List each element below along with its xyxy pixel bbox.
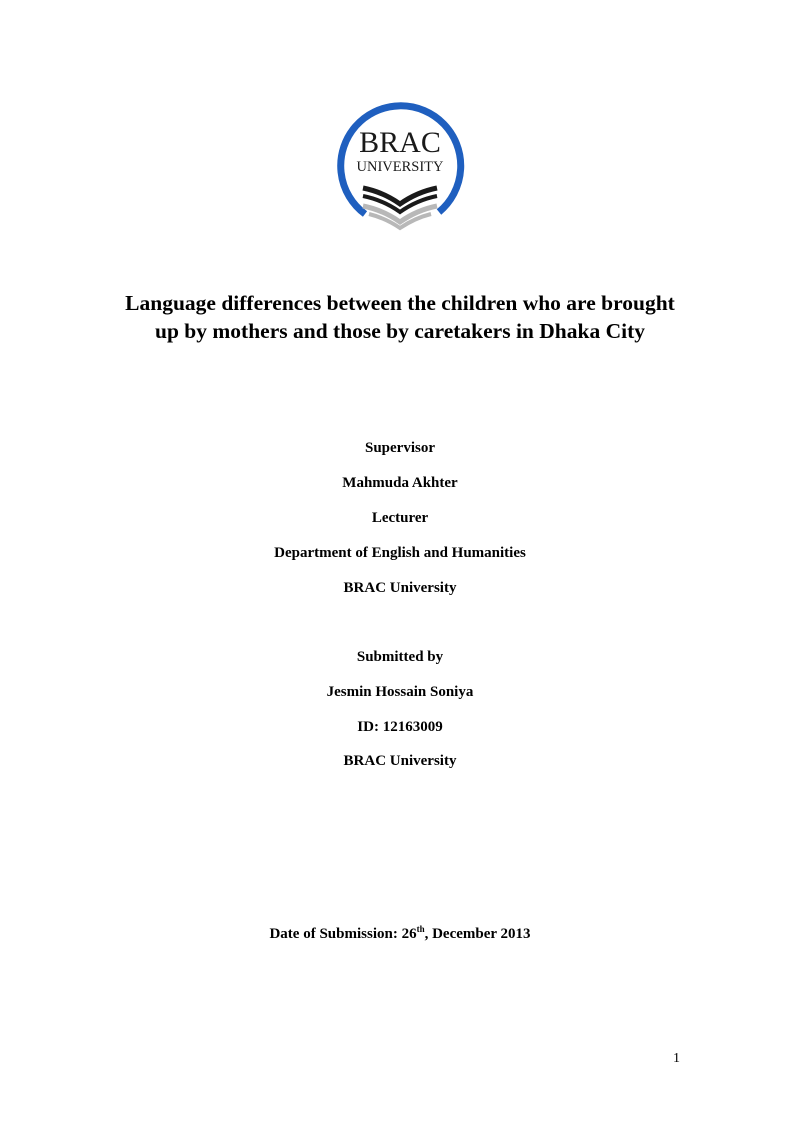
- document-title: [60, 289, 740, 345]
- submitter-heading: Submitted by: [356, 649, 444, 665]
- title-line-1: Language differences between the children who are brought: [125, 291, 675, 315]
- page-number: 1: [673, 1051, 680, 1066]
- logo-text-brac: BRAC: [359, 126, 441, 159]
- submission-date-suffix: , December 2013: [424, 926, 531, 942]
- supervisor-designation: Lecturer: [371, 510, 429, 526]
- submitter-name: Jesmin Hossain Soniya: [326, 684, 474, 700]
- logo-text-university: UNIVERSITY: [356, 159, 444, 175]
- supervisor-institution: BRAC University: [343, 580, 457, 596]
- submission-date-prefix: Date of Submission: 26: [269, 926, 417, 942]
- submitter-institution: BRAC University: [343, 753, 457, 769]
- brac-university-logo-graphic: [335, 96, 465, 234]
- title-line-2: up by mothers and those by caretakers in Dhaka City: [155, 319, 645, 343]
- supervisor-department: Department of English and Humanities: [274, 545, 526, 561]
- submission-date: [100, 925, 700, 943]
- supervisor-heading: Supervisor: [364, 440, 435, 456]
- supervisor-name: Mahmuda Akhter: [342, 475, 458, 491]
- submitter-id: ID: 12163009: [357, 719, 443, 735]
- submission-date-superscript: th: [416, 924, 425, 934]
- brac-university-logo: [335, 96, 465, 234]
- logo-stripe-dark-1: [363, 188, 437, 204]
